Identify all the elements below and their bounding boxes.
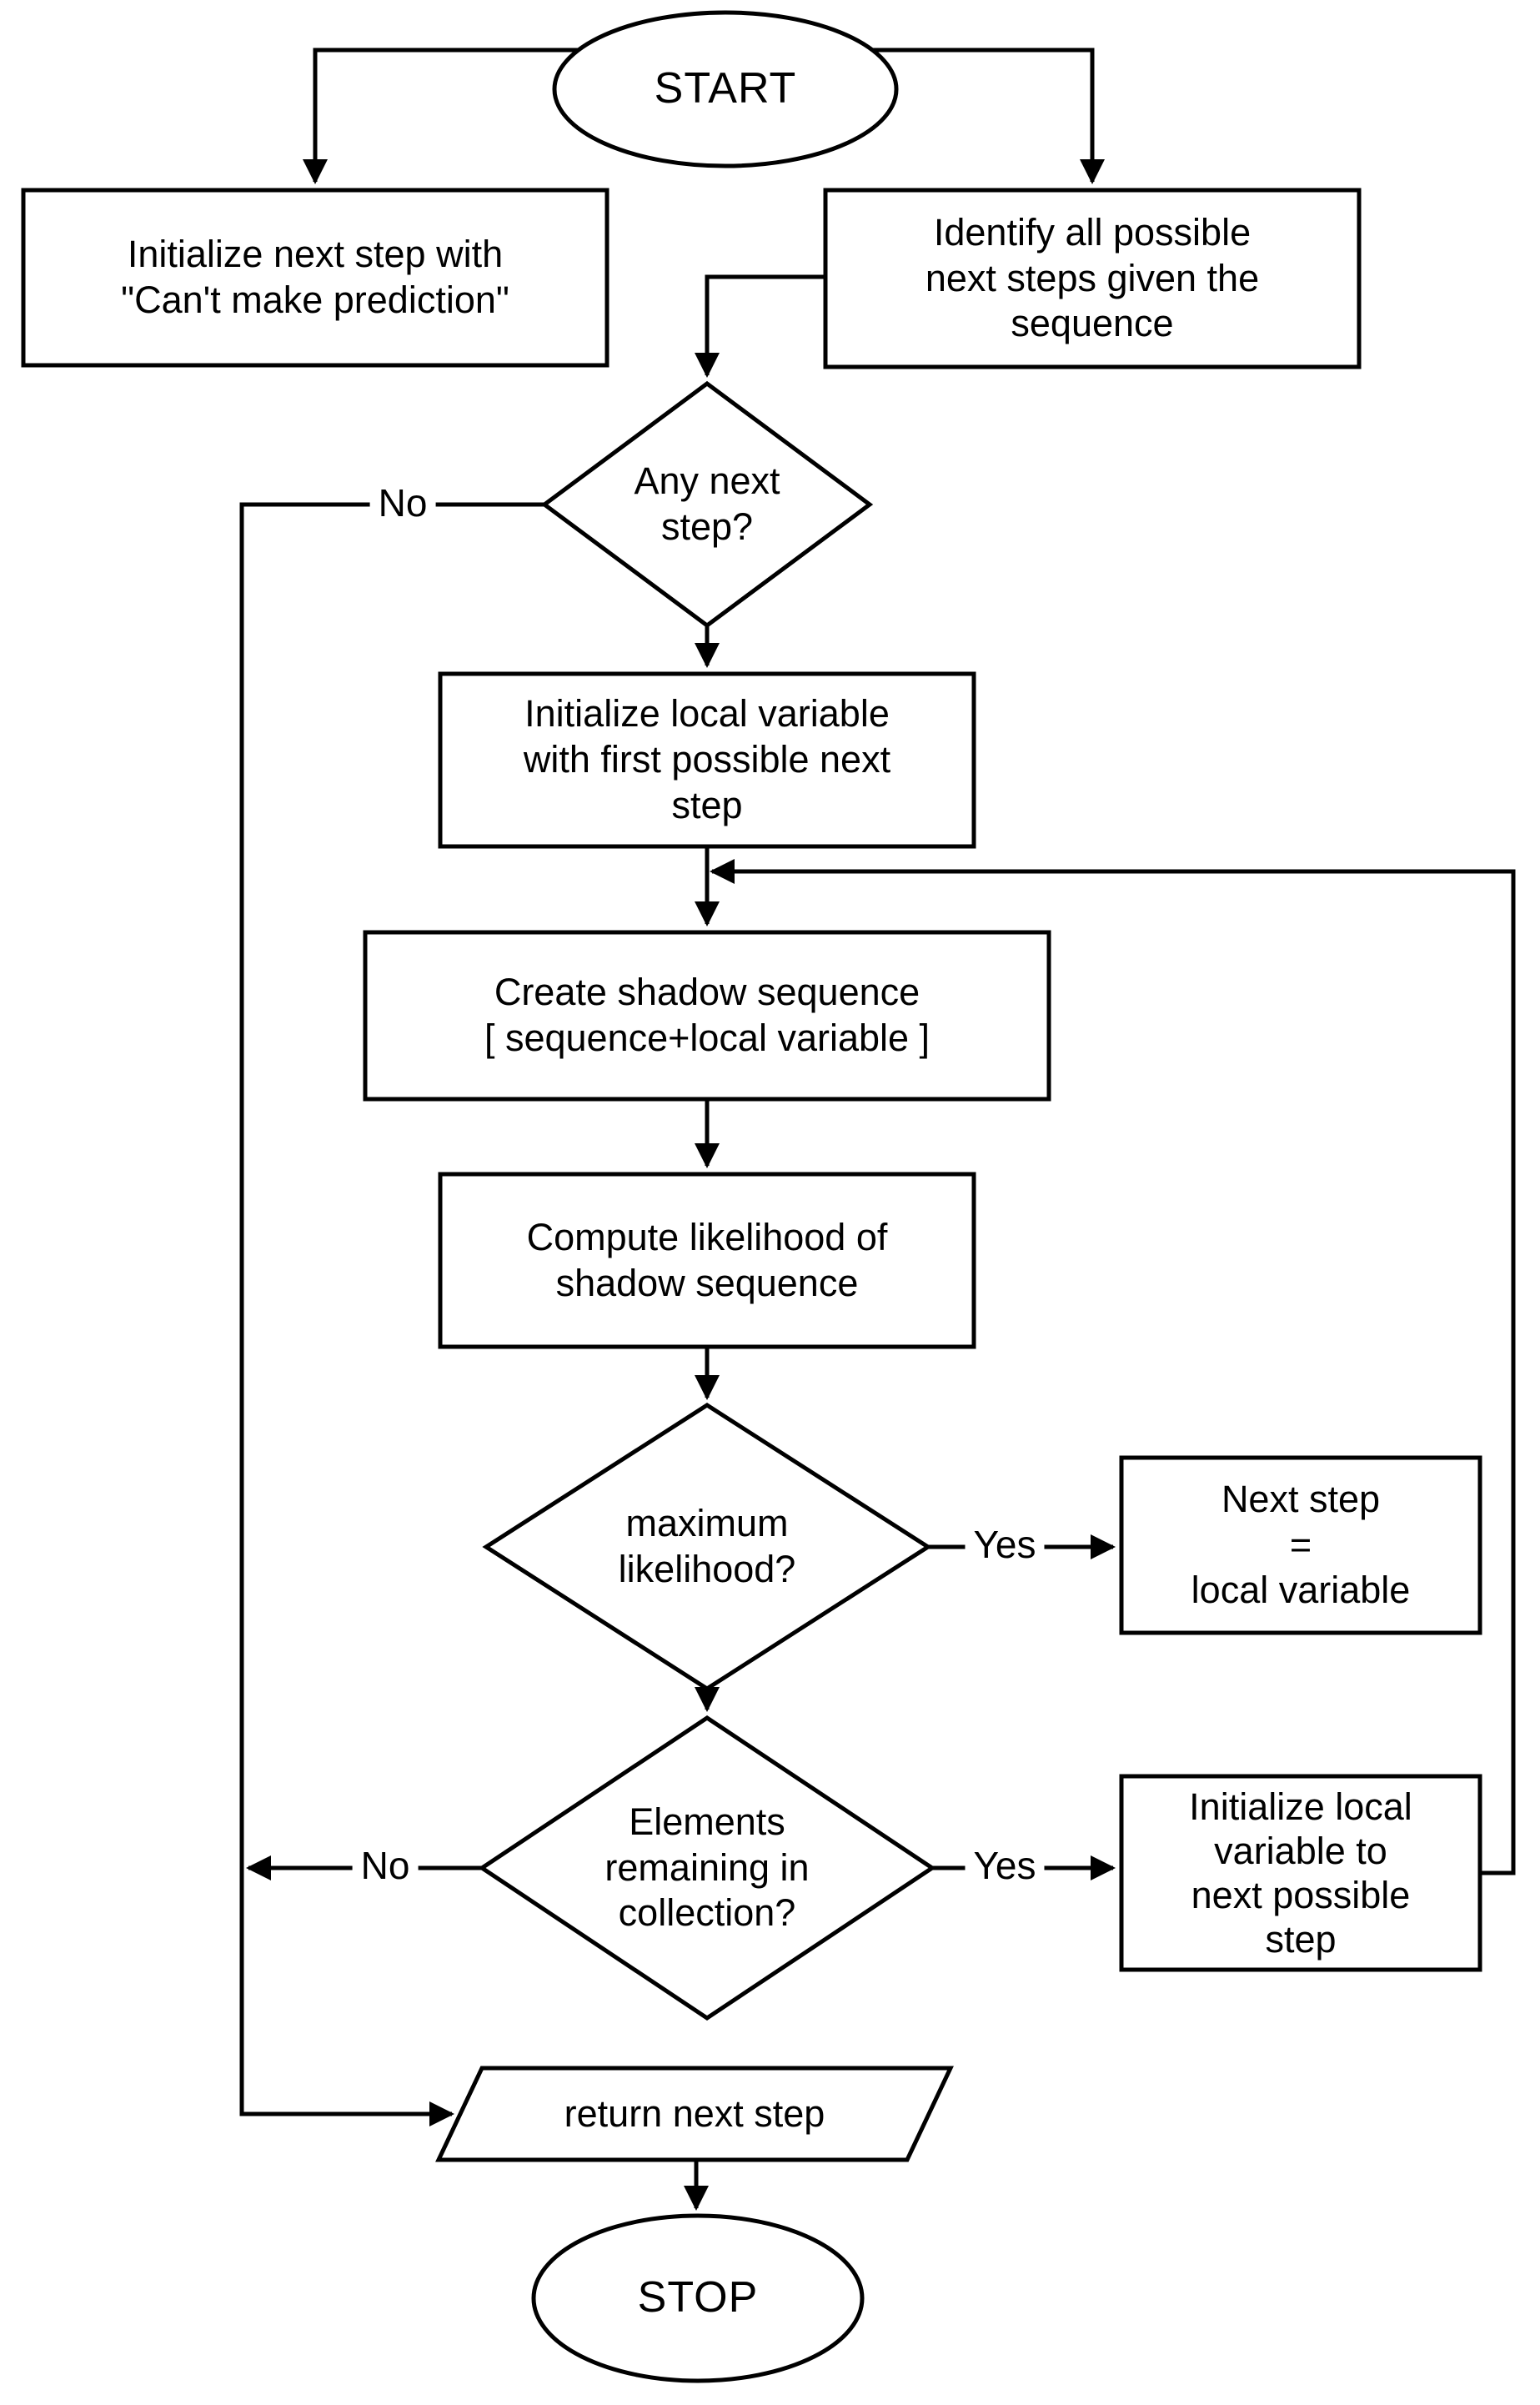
edge-label-elements-yes: Yes xyxy=(965,1843,1044,1888)
node-label-any-next-step: Any next step? xyxy=(634,459,780,548)
shape-init-local-rect xyxy=(440,674,974,846)
node-label-init-cant-predict: Initialize next step with "Can't make prediction" xyxy=(121,233,509,321)
edge-start-to-init-cant xyxy=(315,50,579,182)
shape-any-next-diamond xyxy=(544,384,870,625)
node-label-elements-remaining: Elements remaining in collection? xyxy=(604,1800,810,1935)
shape-init-next-rect xyxy=(1121,1776,1480,1970)
shape-identify-rect xyxy=(825,190,1359,367)
edge-label-max-likelihood-yes: Yes xyxy=(965,1522,1044,1567)
shape-stop-ellipse xyxy=(534,2216,862,2381)
shape-init-cant-rect xyxy=(23,190,607,365)
shape-compute-rect xyxy=(440,1174,974,1347)
node-label-return-next-step: return next step xyxy=(564,2091,825,2135)
shape-max-likelihood-diamond xyxy=(486,1405,928,1689)
shape-elements-diamond xyxy=(482,1718,932,2018)
edge-label-any-next-no: No xyxy=(370,480,436,525)
shape-start-ellipse xyxy=(554,13,896,166)
node-label-compute-likelihood: Compute likelihood of shadow sequence xyxy=(526,1215,888,1304)
node-label-maximum-likelihood: maximum likelihood? xyxy=(618,1502,796,1590)
node-label-identify-steps: Identify all possible next steps given the sequence xyxy=(925,210,1260,345)
shape-create-shadow-rect xyxy=(365,932,1049,1099)
node-label-stop: STOP xyxy=(637,2273,759,2322)
shape-return-parallelogram xyxy=(439,2068,951,2160)
node-label-start: START xyxy=(654,64,797,113)
edge-label-elements-no: No xyxy=(353,1843,419,1888)
node-label-init-local-next: Initialize local variable to next possible step xyxy=(1189,1785,1412,1961)
node-label-next-step-assign: Next step = local variable xyxy=(1191,1477,1411,1612)
edge-identify-to-any-next xyxy=(707,277,825,375)
node-label-create-shadow: Create shadow sequence [ sequence+local variable ] xyxy=(484,971,931,1059)
edge-start-to-identify xyxy=(872,50,1092,182)
shape-next-step-assign-rect xyxy=(1121,1458,1480,1633)
node-label-init-local-first: Initialize local variable with first possible next step xyxy=(523,692,891,826)
